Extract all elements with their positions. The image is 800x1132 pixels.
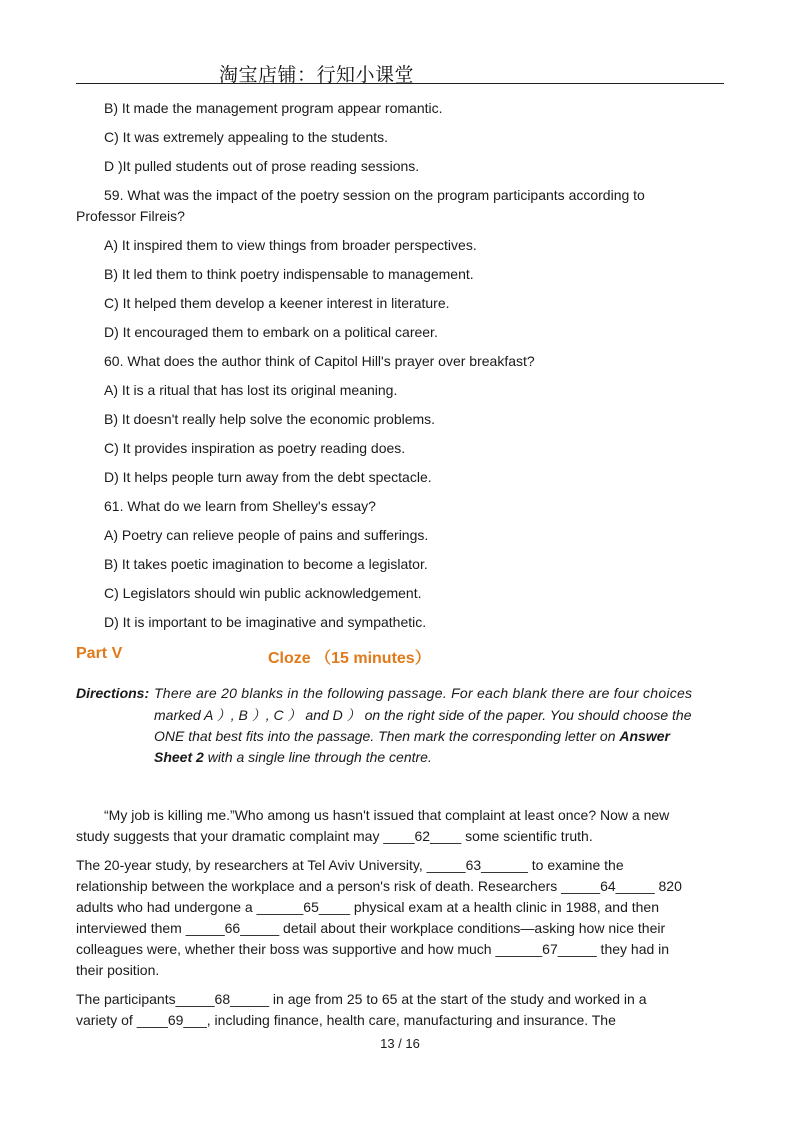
q61-option-b: B) It takes poetic imagination to become a legislator. bbox=[104, 556, 428, 572]
directions-label: Directions: bbox=[76, 685, 150, 701]
passage-p2-line-2: relationship between the workplace and a person's risk of death. Researchers _____64_____ 820 bbox=[76, 878, 682, 894]
page-number: 13 / 16 bbox=[380, 1036, 420, 1051]
directions-line-4-text: with a single line through the centre. bbox=[203, 749, 432, 765]
q59-option-b: B) It led them to think poetry indispensable to management. bbox=[104, 266, 474, 282]
directions-line-1: There are 20 blanks in the following passage. For each blank there are four choices bbox=[154, 685, 693, 701]
q60-stem: 60. What does the author think of Capitol Hill's prayer over breakfast? bbox=[104, 353, 535, 369]
q59-stem: 59. What was the impact of the poetry session on the program participants according to bbox=[104, 187, 645, 203]
q61-option-c: C) Legislators should win public acknowledgement. bbox=[104, 585, 422, 601]
directions-line-3-text: ONE that best fits into the passage. Then mark the corresponding letter on bbox=[154, 728, 620, 744]
q60-option-c: C) It provides inspiration as poetry reading does. bbox=[104, 440, 406, 456]
q61-option-a: A) Poetry can relieve people of pains and sufferings. bbox=[104, 527, 429, 543]
shop-title: 淘宝店铺：行知小课堂 bbox=[219, 64, 415, 86]
q60-option-b: B) It doesn't really help solve the economic problems. bbox=[104, 411, 436, 427]
q60-option-a: A) It is a ritual that has lost its original meaning. bbox=[104, 382, 398, 398]
directions-line-2: marked A ）, B ）, C ） and D ） on the right side of the paper. You should choose the bbox=[154, 707, 692, 723]
answer-sheet-label: Sheet 2 bbox=[154, 749, 204, 765]
passage-p2-line-4: interviewed them _____66_____ detail about their workplace conditions—asking how nice their bbox=[76, 920, 666, 936]
part-label: Part V bbox=[76, 645, 123, 662]
q59-stem-cont: Professor Filreis? bbox=[76, 208, 185, 224]
q60-option-d: D) It helps people turn away from the debt spectacle. bbox=[104, 469, 432, 485]
q59-option-c: C) It helped them develop a keener interest in literature. bbox=[104, 295, 450, 311]
answer-word: Answer bbox=[619, 728, 670, 744]
directions-line-4 bbox=[154, 748, 432, 766]
q61-stem: 61. What do we learn from Shelley's essay? bbox=[104, 498, 376, 514]
passage-p2-line-3: adults who had undergone a ______65____ physical exam at a health clinic in 1988, and then bbox=[76, 899, 659, 915]
passage-p3-line-1: The participants_____68_____ in age from 25 to 65 at the start of the study and worked in a bbox=[76, 991, 647, 1007]
q58-option-d: D )It pulled students out of prose reading sessions. bbox=[104, 158, 420, 174]
q58-option-b: B) It made the management program appear romantic. bbox=[104, 100, 443, 116]
directions-line-3 bbox=[154, 727, 670, 745]
header-divider bbox=[76, 83, 724, 84]
q59-option-a: A) It inspired them to view things from broader perspectives. bbox=[104, 237, 477, 253]
passage-p2-line-5: colleagues were, whether their boss was supportive and how much ______67_____ they had in bbox=[76, 941, 670, 957]
q58-option-c: C) It was extremely appealing to the students. bbox=[104, 129, 389, 145]
passage-p1-line-1: “My job is killing me.”Who among us hasn't issued that complaint at least once? Now a new bbox=[104, 807, 670, 823]
passage-p1-line-2: study suggests that your dramatic complaint may ____62____ some scientific truth. bbox=[76, 828, 593, 844]
part-title: Cloze （15 minutes） bbox=[268, 650, 431, 667]
q59-option-d: D) It encouraged them to embark on a political career. bbox=[104, 324, 438, 340]
q61-option-d: D) It is important to be imaginative and sympathetic. bbox=[104, 614, 427, 630]
passage-p2-line-1: The 20-year study, by researchers at Tel Aviv University, _____63______ to examine the bbox=[76, 857, 624, 873]
passage-p3-line-2: variety of ____69___, including finance, health care, manufacturing and insurance. The bbox=[76, 1012, 616, 1028]
passage-p2-line-6: their position. bbox=[76, 962, 160, 978]
